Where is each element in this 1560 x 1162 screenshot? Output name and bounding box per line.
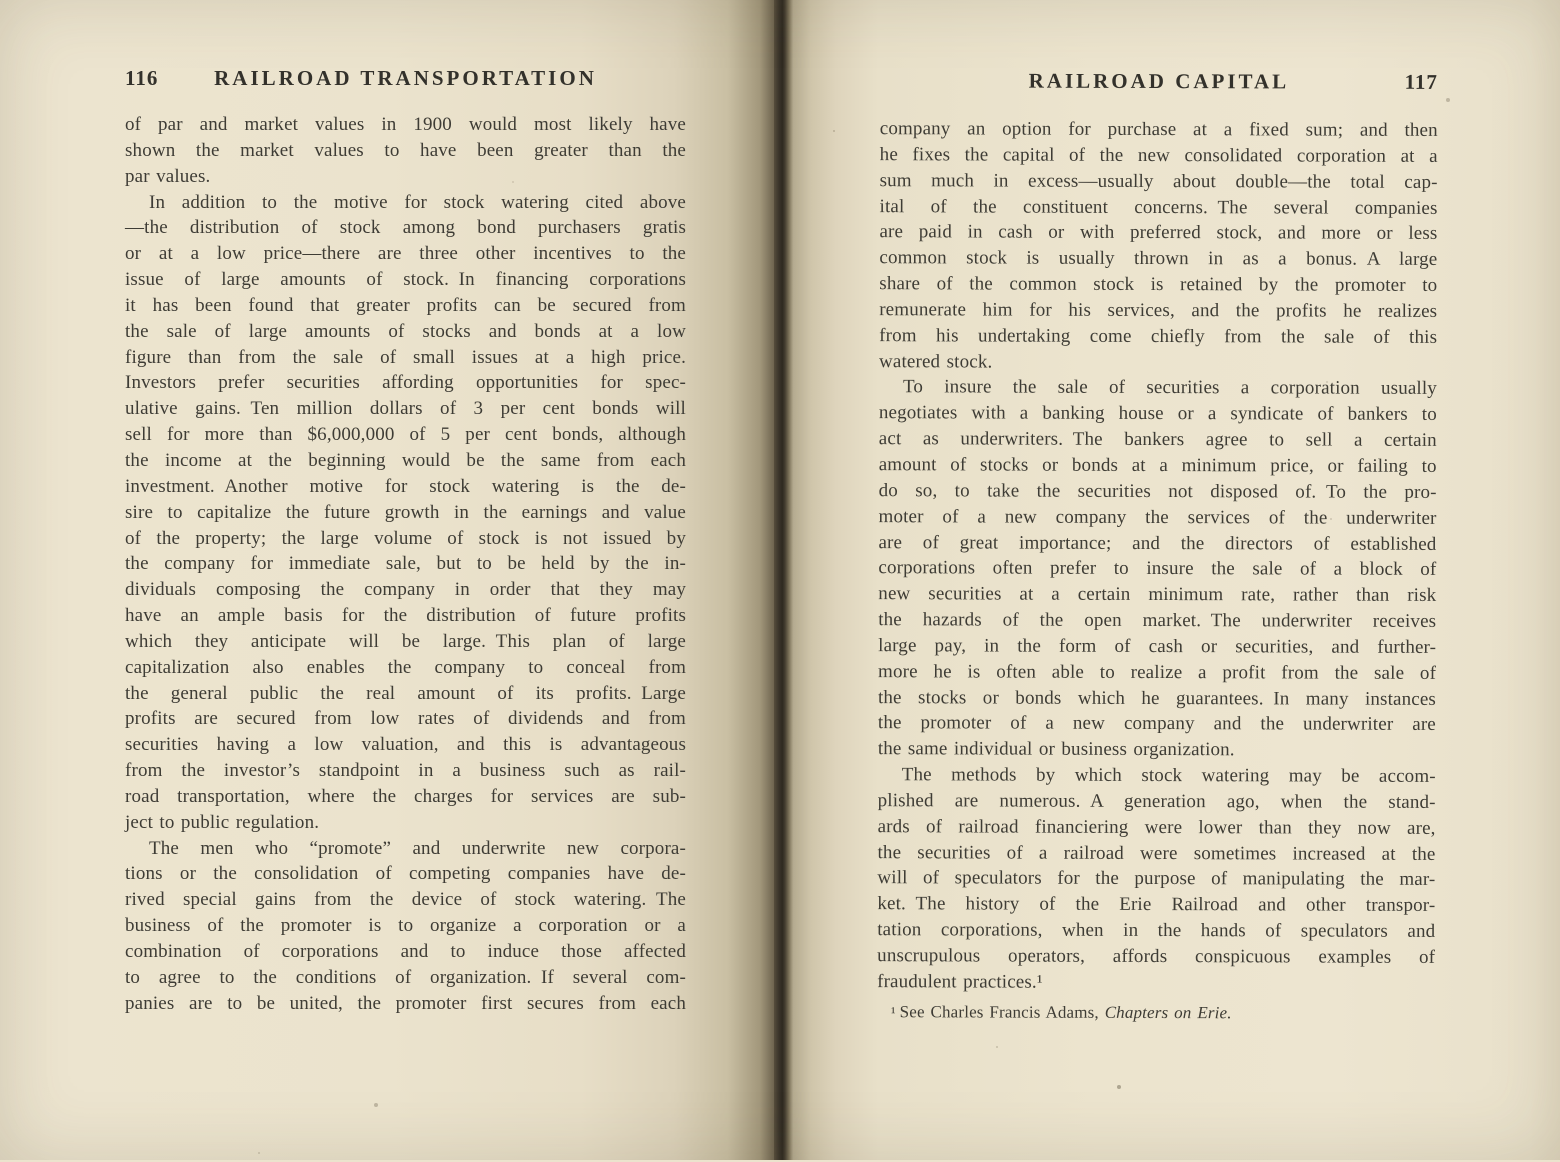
text-line: negotiates with a banking house or a syndicate of bankers to: [878, 402, 1437, 426]
page-header-left: [125, 66, 686, 96]
text-line: new securities at a certain minimum rate, rather than risk: [878, 583, 1437, 607]
text-line: ital of the constituent concerns. The several companies: [879, 195, 1438, 219]
text-line: rived special gains from the device of stock watering. The: [125, 889, 686, 911]
text-line: common stock is usually thrown in as a bonus. A large: [879, 247, 1438, 271]
text-line: unscrupulous operators, affords conspicuous examples of: [877, 945, 1436, 968]
text-line: act as underwriters. The bankers agree to sell a certain: [878, 428, 1437, 452]
text-line: fraudulent practices.¹: [877, 970, 1043, 993]
text-line: combination of corporations and to induce those affected: [125, 941, 686, 962]
text-line: are of great importance; and the directors of established: [878, 531, 1437, 555]
text-line: remunerate him for his services, and the profits he realizes: [879, 299, 1438, 322]
text-line: dividuals composing the company in order that they may: [125, 579, 686, 601]
page-text-left: [125, 112, 686, 1017]
text-line: moter of a new company the services of the underwriter: [878, 505, 1437, 529]
text-line: company an option for purchase at a fixed sum; and then: [879, 118, 1438, 141]
page-right: [794, 0, 1560, 1160]
text-line: the income at the beginning would be the same from each: [125, 449, 686, 471]
text-line: or at a low price—there are three other incentives to the: [125, 243, 686, 265]
text-line: which they anticipate will be large. This plan of large: [125, 630, 686, 652]
text-line: are paid in cash or with preferred stock, and more or less: [879, 221, 1438, 245]
text-line: the promoter of a new company and the underwriter are: [877, 712, 1436, 736]
text-line: it has been found that greater profits can be secured from: [125, 294, 686, 316]
text-line: share of the common stock is retained by the promoter to: [879, 273, 1438, 296]
text-line: plished are numerous. A generation ago, when the stand-: [877, 790, 1436, 813]
text-line: amount of stocks or bonds at a minimum price, or failing to: [878, 454, 1437, 477]
text-line: the stocks or bonds which he guarantees. In many instances: [877, 686, 1437, 710]
text-line: the general public the real amount of its profits. Large: [125, 682, 686, 704]
text-line: sire to capitalize the future growth in the earnings and value: [125, 501, 686, 523]
footnote: [877, 1000, 1435, 1027]
page-left: [0, 0, 774, 1160]
text-line: the company for immediate sale, but to be held by the in-: [125, 553, 686, 575]
text-line: The methods by which stock watering may be accom-: [901, 764, 1436, 787]
footnote-marker: ¹: [890, 1004, 896, 1021]
text-line: sell for more than $6,000,000 of 5 per cent bonds, although: [125, 424, 686, 446]
text-line: To insure the sale of securities a corporation usually: [902, 376, 1438, 400]
text-line: profits are secured from low rates of dividends and from: [125, 708, 686, 730]
text-line: ket. The history of the Erie Railroad and other transpor-: [877, 893, 1436, 917]
text-line: figure than from the sale of small issues at a high price.: [125, 346, 686, 368]
text-line: do so, to take the securities not disposed of. To the pro-: [878, 479, 1437, 503]
text-line: the securities of a railroad were sometimes increased at the: [877, 841, 1436, 865]
text-line: have an ample basis for the distribution of future profits: [125, 605, 686, 627]
text-line: the sale of large amounts of stocks and bonds at a low: [125, 320, 686, 342]
text-line: more he is often able to realize a profit from the sale of: [878, 660, 1437, 684]
text-line: watered stock.: [879, 350, 993, 373]
text-line: tions or the consolidation of competing companies have de-: [125, 863, 686, 885]
text-line: Investors prefer securities affording opportunities for spec-: [125, 372, 686, 394]
page-text-right: [877, 116, 1438, 1026]
text-line: ulative gains. Ten million dollars of 3 per cent bonds will: [125, 398, 686, 420]
text-line: business of the promoter is to organize a corporation or a: [125, 915, 686, 937]
running-head-left: RAILROAD TRANSPORTATION: [214, 66, 597, 90]
text-line: road transportation, where the charges for services are sub-: [125, 785, 686, 807]
text-line: issue of large amounts of stock. In financing corporations: [125, 269, 686, 291]
text-line: corporations often prefer to insure the sale of a block of: [878, 557, 1437, 581]
page-right-content: [791, 0, 1560, 1162]
text-line: to agree to the conditions of organization. If several com-: [125, 966, 686, 988]
text-line: ards of railroad financiering were lower than they now are,: [877, 815, 1436, 839]
text-line: The men who “promote” and underwrite new corpora-: [149, 837, 686, 859]
running-head-right: RAILROAD CAPITAL: [1028, 68, 1290, 94]
text-line: —the distribution of stock among bond purchasers gratis: [125, 217, 686, 239]
text-line: investment. Another motive for stock watering is the de-: [125, 475, 686, 497]
page-header-right: [880, 68, 1438, 100]
text-line: from his undertaking come chiefly from the sale of this: [879, 324, 1438, 348]
text-line: shown the market values to have been greater than the: [125, 139, 686, 161]
text-line: of par and market values in 1900 would most likely have: [125, 114, 686, 135]
text-line: securities having a low valuation, and this is advantageous: [125, 734, 686, 756]
text-line: from the investor’s standpoint in a business such as rail-: [125, 760, 686, 782]
page-number-left: 116: [125, 66, 159, 90]
text-line: the same individual or business organization.: [877, 738, 1235, 761]
text-line: In addition to the motive for stock watering cited above: [149, 191, 686, 213]
text-line: sum much in excess—usually about double—the total cap-: [879, 169, 1438, 193]
text-line: of the property; the large volume of stock is not issued by: [125, 527, 686, 549]
text-line: will of speculators for the purpose of manipulating the mar-: [877, 867, 1436, 891]
text-line: tation corporations, when in the hands of speculators and: [877, 919, 1436, 943]
text-line: the hazards of the open market. The underwriter receives: [878, 609, 1437, 632]
footnote-text: See Charles Francis Adams,: [899, 1001, 1105, 1022]
footnote-work-title: Chapters on Erie.: [1104, 1002, 1232, 1022]
text-line: capitalization also enables the company to conceal from: [125, 656, 686, 678]
text-line: ject to public regulation.: [125, 811, 320, 833]
text-line: large pay, in the form of cash or securities, and further-: [878, 635, 1437, 658]
text-line: par values.: [125, 165, 211, 187]
page-number-right: 117: [1404, 69, 1438, 94]
text-line: panies are to be united, the promoter first secures from each: [125, 992, 686, 1014]
text-line: he fixes the capital of the new consolidated corporation at a: [879, 143, 1438, 167]
